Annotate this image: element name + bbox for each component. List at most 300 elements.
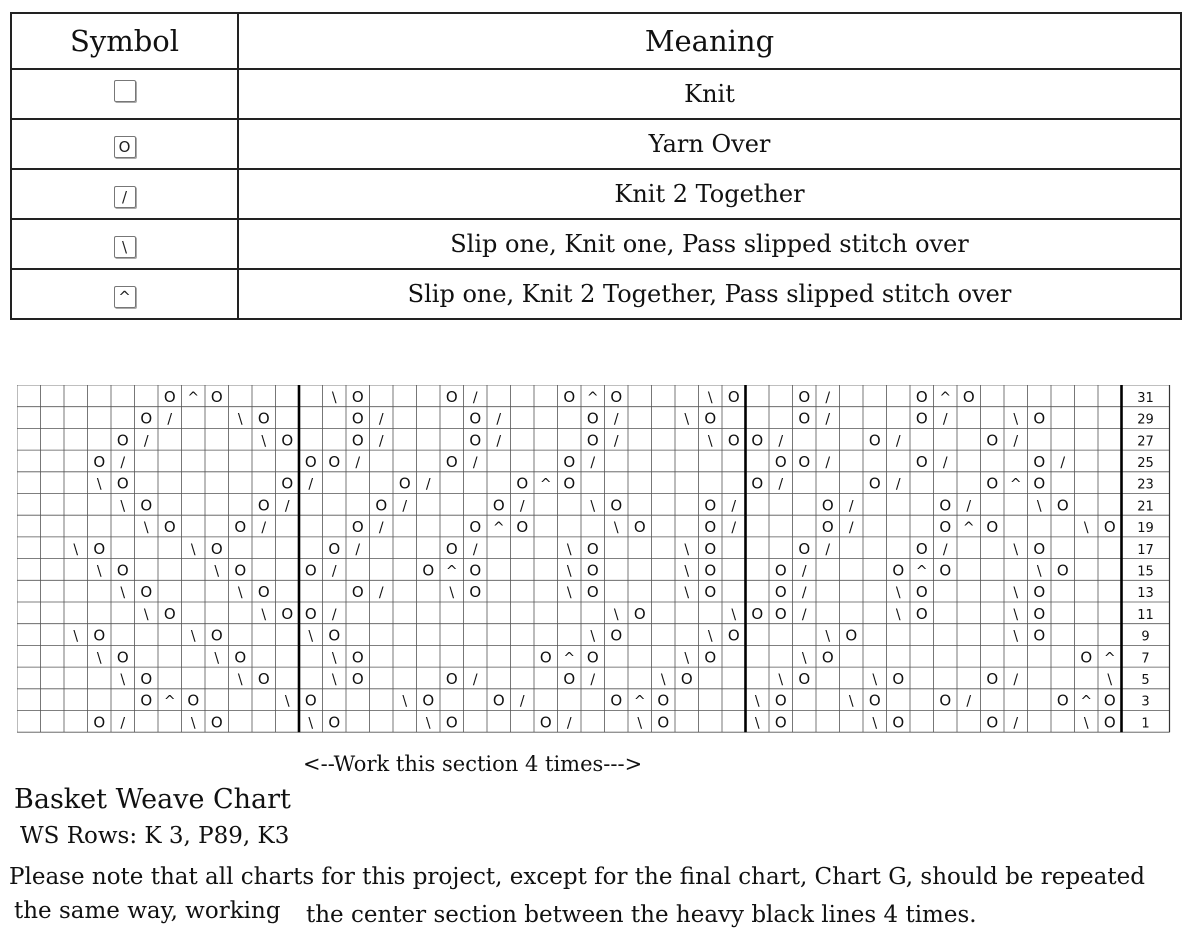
- k2tog-stitch: /: [942, 541, 948, 558]
- skp-stitch: \: [1036, 498, 1042, 515]
- yarn-over-stitch: O: [586, 431, 599, 450]
- skp-stitch: \: [707, 389, 713, 406]
- yarn-over-stitch: O: [1080, 648, 1093, 667]
- k2tog-stitch: /: [825, 411, 831, 428]
- k2tog-stitch: /: [825, 454, 831, 471]
- yarn-over-stitch: O: [140, 669, 153, 688]
- skp-stitch: \: [754, 693, 760, 710]
- yarn-over-stitch: O: [539, 713, 552, 732]
- yarn-over-stitch: O: [704, 518, 717, 537]
- yarn-over-stitch: O: [986, 474, 999, 493]
- yarn-over-stitch: O: [563, 474, 576, 493]
- skp-stitch: \: [331, 389, 337, 406]
- row-number-label: 27: [1137, 434, 1154, 450]
- yarn-over-stitch: O: [140, 691, 153, 710]
- sk2p-stitch: ^: [633, 693, 646, 710]
- skp-stitch: \: [613, 520, 619, 537]
- k2tog-stitch: /: [331, 563, 337, 580]
- yarn-over-stitch: O: [1033, 583, 1046, 602]
- yarn-over-stitch: O: [962, 387, 975, 406]
- skp-stitch: \: [1013, 585, 1019, 602]
- sk2p-stitch: ^: [492, 520, 505, 537]
- skp-stitch: \: [684, 585, 690, 602]
- k2tog-stitch: /: [472, 389, 478, 406]
- k2tog-stitch: /: [966, 498, 972, 515]
- yarn-over-stitch: O: [210, 626, 223, 645]
- yarn-over-stitch: O: [586, 583, 599, 602]
- k2tog-stitch: /: [613, 411, 619, 428]
- skp-stitch: \: [449, 585, 455, 602]
- yarn-over-stitch: O: [445, 713, 458, 732]
- sk2p-stitch: ^: [915, 563, 928, 580]
- yarn-over-stitch: O: [516, 518, 529, 537]
- yarn-over-stitch: O: [1033, 604, 1046, 623]
- k2tog-stitch: /: [120, 715, 126, 732]
- skp-stitch: \: [190, 628, 196, 645]
- yarn-over-stitch: O: [586, 561, 599, 580]
- k2tog-stitch: /: [778, 476, 784, 493]
- sk2p-stitch: ^: [939, 389, 952, 406]
- yarn-over-stitch: O: [1056, 691, 1069, 710]
- skp-stitch: \: [566, 563, 572, 580]
- sk2p-stitch: ^: [187, 389, 200, 406]
- skp-stitch: \: [1083, 520, 1089, 537]
- yarn-over-stitch: O: [727, 387, 740, 406]
- yarn-over-stitch: O: [774, 691, 787, 710]
- legend-header-symbol: Symbol: [11, 13, 238, 69]
- legend-symbol-cell: [11, 219, 238, 269]
- legend-header-meaning: Meaning: [238, 13, 1181, 69]
- yarn-over-stitch: O: [1033, 539, 1046, 558]
- sk2p-stitch: ^: [163, 693, 176, 710]
- skp-stitch: \: [731, 606, 737, 623]
- yarn-over-stitch: O: [798, 409, 811, 428]
- skp-stitch: \: [237, 585, 243, 602]
- k2tog-stitch: /: [1013, 715, 1019, 732]
- row-number-label: 1: [1141, 716, 1150, 732]
- skp-stitch: \: [895, 585, 901, 602]
- row-number-label: 25: [1137, 455, 1154, 471]
- yarn-over-stitch: O: [328, 452, 341, 471]
- yarn-over-stitch: O: [915, 409, 928, 428]
- k2tog-stitch: /: [801, 585, 807, 602]
- yarn-over-stitch: O: [845, 626, 858, 645]
- skp-stitch: \: [261, 433, 267, 450]
- k2tog-stitch: /: [825, 541, 831, 558]
- yarn-over-stitch: O: [892, 561, 905, 580]
- k2tog-stitch: /: [378, 520, 384, 537]
- yarn-over-stitch: O: [210, 539, 223, 558]
- yarn-over-stitch: O: [163, 604, 176, 623]
- skp-stitch: \: [237, 411, 243, 428]
- yarn-over-stitch: O: [704, 583, 717, 602]
- row-number-label: 9: [1141, 629, 1150, 645]
- skp-stitch: \: [261, 606, 267, 623]
- yarn-over-stitch: O: [469, 409, 482, 428]
- skp-stitch: \: [566, 585, 572, 602]
- skp-stitch: \: [684, 411, 690, 428]
- skp-stitch: \: [402, 693, 408, 710]
- k2tog-stitch: /: [848, 520, 854, 537]
- yarn-over-stitch: O: [1103, 713, 1116, 732]
- skp-stitch: \: [1083, 715, 1089, 732]
- yarn-over-stitch: O: [563, 387, 576, 406]
- yarn-over-stitch: O: [610, 496, 623, 515]
- repeat-note-line-2a: the same way, working: [14, 898, 281, 924]
- yarn-over-stitch: O: [798, 539, 811, 558]
- yarn-over-stitch: O: [915, 452, 928, 471]
- skp-stitch: \: [707, 433, 713, 450]
- legend-row-yarn-over: [11, 119, 1181, 169]
- skp-stitch: \: [1036, 563, 1042, 580]
- yarn-over-stitch: O: [281, 604, 294, 623]
- yarn-over-stitch: O: [93, 713, 106, 732]
- yarn-over-stitch: O: [1033, 474, 1046, 493]
- skp-stitch: \: [308, 628, 314, 645]
- k2tog-stitch: /: [613, 433, 619, 450]
- k2tog-stitch: /: [519, 498, 525, 515]
- yarn-over-stitch: O: [351, 387, 364, 406]
- k2tog-stitch: /: [425, 476, 431, 493]
- skp-stitch: \: [237, 671, 243, 688]
- yarn-over-stitch: O: [234, 518, 247, 537]
- yarn-over-stitch: O: [1033, 409, 1046, 428]
- yarn-over-stitch: O: [657, 713, 670, 732]
- yarn-over-stitch: O: [986, 431, 999, 450]
- yarn-over-stitch: O: [751, 431, 764, 450]
- skp-stitch: \: [331, 650, 337, 667]
- k2tog-stitch: /: [731, 520, 737, 537]
- k2tog-stitch: /: [825, 389, 831, 406]
- row-number-label: 29: [1137, 412, 1154, 428]
- sk2p-stitch: ^: [445, 563, 458, 580]
- sk2p-stitch: ^: [1103, 650, 1116, 667]
- yarn-over-stitch: O: [210, 387, 223, 406]
- k2tog-stitch: /: [778, 433, 784, 450]
- legend-meaning-cell: Knit 2 Together: [238, 169, 1181, 219]
- k2tog-stitch: /: [848, 498, 854, 515]
- skp-stitch: \: [96, 476, 102, 493]
- k2tog-stitch: /: [331, 606, 337, 623]
- yarn-over-stitch: O: [116, 648, 129, 667]
- yarn-over-stitch: O: [445, 539, 458, 558]
- skp-stitch: \: [637, 715, 643, 732]
- yarn-over-stitch: O: [563, 669, 576, 688]
- yarn-over-stitch: O: [469, 518, 482, 537]
- k2tog-stitch: /: [261, 520, 267, 537]
- yarn-over-stitch: O: [986, 713, 999, 732]
- skp-stitch: \: [190, 715, 196, 732]
- yarn-over-stitch: O: [445, 669, 458, 688]
- yarn-over-stitch: O: [140, 496, 153, 515]
- ws-rows-instruction: WS Rows: K 3, P89, K3: [20, 823, 290, 849]
- row-number-label: 19: [1137, 521, 1154, 537]
- row-number-label: 21: [1137, 499, 1154, 515]
- yarn-over-stitch: O: [751, 474, 764, 493]
- skp-stitch: \: [590, 498, 596, 515]
- k2tog-stitch: /: [1060, 454, 1066, 471]
- k2tog-stitch: /: [566, 715, 572, 732]
- sk2p-symbol-icon: ^: [114, 286, 136, 308]
- yarn-over-stitch: O: [915, 539, 928, 558]
- yarn-over-stitch: O: [1033, 626, 1046, 645]
- yarn-over-stitch: O: [821, 496, 834, 515]
- yarn-over-stitch: O: [257, 409, 270, 428]
- skp-stitch: \: [120, 671, 126, 688]
- skp-stitch: \: [848, 693, 854, 710]
- k2tog-stitch: /: [496, 433, 502, 450]
- yarn-over-stitch: O: [445, 387, 458, 406]
- yarn-over-stitch: O: [939, 496, 952, 515]
- repeat-section-note: <--Work this section 4 times--->: [303, 752, 643, 776]
- k2tog-stitch: /: [496, 411, 502, 428]
- sk2p-stitch: ^: [962, 520, 975, 537]
- symbol-legend-table: [10, 12, 1182, 320]
- yarn-over-stitch: O: [516, 474, 529, 493]
- skp-stitch: \: [1013, 606, 1019, 623]
- skp-stitch: \: [190, 541, 196, 558]
- skp-stitch: \: [1107, 671, 1113, 688]
- row-number-label: 15: [1137, 564, 1154, 580]
- yarn-over-stitch: O: [868, 474, 881, 493]
- yarn-over-stitch: O: [774, 561, 787, 580]
- sk2p-stitch: ^: [1009, 476, 1022, 493]
- yarn-over-stitch: O: [93, 452, 106, 471]
- k2tog-stitch: /: [167, 411, 173, 428]
- legend-meaning-cell: Slip one, Knit one, Pass slipped stitch over: [238, 219, 1181, 269]
- chart-title: Basket Weave Chart: [14, 784, 291, 815]
- yarn-over-stitch: O: [328, 626, 341, 645]
- yarn-over-stitch: O: [328, 713, 341, 732]
- yarn-over-stitch: O: [539, 648, 552, 667]
- yarn-over-symbol-icon: O: [114, 136, 136, 158]
- k2tog-stitch: /: [378, 585, 384, 602]
- yarn-over-stitch: O: [586, 409, 599, 428]
- skp-stitch: \: [120, 498, 126, 515]
- yarn-over-stitch: O: [304, 691, 317, 710]
- k2tog-stitch: /: [472, 454, 478, 471]
- skp-stitch: \: [613, 606, 619, 623]
- skp-stitch: \: [143, 520, 149, 537]
- yarn-over-stitch: O: [140, 583, 153, 602]
- yarn-over-stitch: O: [1033, 452, 1046, 471]
- yarn-over-stitch: O: [892, 713, 905, 732]
- skp-stitch: \: [96, 563, 102, 580]
- skp-stitch: \: [214, 563, 220, 580]
- skp-stitch: \: [284, 693, 290, 710]
- yarn-over-stitch: O: [116, 474, 129, 493]
- yarn-over-stitch: O: [563, 452, 576, 471]
- skp-stitch: \: [331, 671, 337, 688]
- skp-stitch: \: [754, 715, 760, 732]
- k2tog-stitch: /: [895, 433, 901, 450]
- k2tog-stitch: /: [801, 606, 807, 623]
- k2tog-stitch: /: [731, 498, 737, 515]
- skp-stitch: \: [308, 715, 314, 732]
- skp-stitch: \: [214, 650, 220, 667]
- skp-stitch: \: [684, 650, 690, 667]
- k2tog-stitch: /: [590, 454, 596, 471]
- yarn-over-stitch: O: [281, 474, 294, 493]
- yarn-over-stitch: O: [798, 452, 811, 471]
- yarn-over-stitch: O: [610, 387, 623, 406]
- yarn-over-stitch: O: [304, 604, 317, 623]
- legend-header-row: [11, 13, 1181, 69]
- yarn-over-stitch: O: [445, 452, 458, 471]
- yarn-over-stitch: O: [868, 691, 881, 710]
- yarn-over-stitch: O: [304, 561, 317, 580]
- yarn-over-stitch: O: [1103, 518, 1116, 537]
- skp-symbol-icon: \: [114, 236, 136, 258]
- k2tog-stitch: /: [355, 454, 361, 471]
- yarn-over-stitch: O: [939, 561, 952, 580]
- k2tog-stitch: /: [966, 693, 972, 710]
- yarn-over-stitch: O: [187, 691, 200, 710]
- k2tog-stitch: /: [942, 454, 948, 471]
- stitch-chart-grid: [17, 385, 1179, 735]
- skp-stitch: \: [590, 628, 596, 645]
- yarn-over-stitch: O: [986, 518, 999, 537]
- k2tog-stitch: /: [472, 541, 478, 558]
- yarn-over-stitch: O: [163, 518, 176, 537]
- k2tog-stitch: /: [1013, 671, 1019, 688]
- yarn-over-stitch: O: [774, 583, 787, 602]
- k2tog-stitch: /: [284, 498, 290, 515]
- yarn-over-stitch: O: [351, 583, 364, 602]
- skp-stitch: \: [73, 628, 79, 645]
- yarn-over-stitch: O: [586, 648, 599, 667]
- k2tog-stitch: /: [942, 411, 948, 428]
- yarn-over-stitch: O: [774, 604, 787, 623]
- skp-stitch: \: [895, 606, 901, 623]
- skp-stitch: \: [872, 715, 878, 732]
- yarn-over-stitch: O: [1056, 561, 1069, 580]
- yarn-over-stitch: O: [422, 561, 435, 580]
- knitting-chart: [17, 385, 1179, 735]
- yarn-over-stitch: O: [1056, 496, 1069, 515]
- row-number-label: 17: [1137, 542, 1154, 558]
- yarn-over-stitch: O: [257, 583, 270, 602]
- yarn-over-stitch: O: [633, 518, 646, 537]
- yarn-over-stitch: O: [774, 452, 787, 471]
- sk2p-stitch: ^: [586, 389, 599, 406]
- yarn-over-stitch: O: [633, 604, 646, 623]
- k2tog-stitch: /: [143, 433, 149, 450]
- yarn-over-stitch: O: [892, 669, 905, 688]
- k2tog-stitch: /: [1013, 433, 1019, 450]
- yarn-over-stitch: O: [234, 561, 247, 580]
- k2tog-stitch: /: [402, 498, 408, 515]
- yarn-over-stitch: O: [868, 431, 881, 450]
- legend-row-sk2p: [11, 269, 1181, 319]
- skp-stitch: \: [1013, 628, 1019, 645]
- yarn-over-stitch: O: [351, 409, 364, 428]
- yarn-over-stitch: O: [469, 561, 482, 580]
- skp-stitch: \: [96, 650, 102, 667]
- yarn-over-stitch: O: [163, 387, 176, 406]
- k2tog-stitch: /: [895, 476, 901, 493]
- yarn-over-stitch: O: [727, 431, 740, 450]
- yarn-over-stitch: O: [915, 387, 928, 406]
- yarn-over-stitch: O: [469, 431, 482, 450]
- skp-stitch: \: [1013, 541, 1019, 558]
- skp-stitch: \: [801, 650, 807, 667]
- yarn-over-stitch: O: [774, 713, 787, 732]
- yarn-over-stitch: O: [704, 409, 717, 428]
- skp-stitch: \: [660, 671, 666, 688]
- k2tog-stitch: /: [519, 693, 525, 710]
- skp-stitch: \: [684, 563, 690, 580]
- k2tog-stitch: /: [378, 411, 384, 428]
- skp-stitch: \: [778, 671, 784, 688]
- legend-symbol-cell: [11, 169, 238, 219]
- k2tog-stitch: /: [308, 476, 314, 493]
- skp-stitch: \: [1013, 411, 1019, 428]
- row-number-label: 3: [1141, 694, 1150, 710]
- yarn-over-stitch: O: [398, 474, 411, 493]
- row-number-label: 7: [1141, 651, 1150, 667]
- yarn-over-stitch: O: [351, 669, 364, 688]
- yarn-over-stitch: O: [821, 518, 834, 537]
- row-number-label: 13: [1137, 586, 1154, 602]
- legend-symbol-cell: [11, 269, 238, 319]
- yarn-over-stitch: O: [704, 648, 717, 667]
- skp-stitch: \: [825, 628, 831, 645]
- yarn-over-stitch: O: [610, 626, 623, 645]
- yarn-over-stitch: O: [328, 539, 341, 558]
- yarn-over-stitch: O: [93, 626, 106, 645]
- yarn-over-stitch: O: [375, 496, 388, 515]
- yarn-over-stitch: O: [351, 518, 364, 537]
- k2tog-symbol-icon: /: [114, 186, 136, 208]
- legend-meaning-cell: Slip one, Knit 2 Together, Pass slipped stitch over: [238, 269, 1181, 319]
- yarn-over-stitch: O: [93, 539, 106, 558]
- k2tog-stitch: /: [590, 671, 596, 688]
- sk2p-stitch: ^: [1080, 693, 1093, 710]
- yarn-over-stitch: O: [939, 691, 952, 710]
- skp-stitch: \: [566, 541, 572, 558]
- yarn-over-stitch: O: [915, 604, 928, 623]
- k2tog-stitch: /: [801, 563, 807, 580]
- skp-stitch: \: [143, 606, 149, 623]
- knit-symbol-icon: [114, 80, 136, 102]
- yarn-over-stitch: O: [351, 648, 364, 667]
- skp-stitch: \: [872, 671, 878, 688]
- yarn-over-stitch: O: [798, 669, 811, 688]
- k2tog-stitch: /: [378, 433, 384, 450]
- repeat-note-line-1: Please note that all charts for this project, except for the final chart, Chart G, should be repeated: [9, 864, 1145, 890]
- yarn-over-stitch: O: [281, 431, 294, 450]
- skp-stitch: \: [707, 628, 713, 645]
- yarn-over-stitch: O: [492, 691, 505, 710]
- yarn-over-stitch: O: [751, 604, 764, 623]
- k2tog-stitch: /: [472, 671, 478, 688]
- yarn-over-stitch: O: [727, 626, 740, 645]
- sk2p-stitch: ^: [563, 650, 576, 667]
- yarn-over-stitch: O: [234, 648, 247, 667]
- yarn-over-stitch: O: [939, 518, 952, 537]
- yarn-over-stitch: O: [610, 691, 623, 710]
- yarn-over-stitch: O: [351, 431, 364, 450]
- yarn-over-stitch: O: [257, 669, 270, 688]
- yarn-over-stitch: O: [492, 496, 505, 515]
- row-number-label: 11: [1137, 607, 1154, 623]
- yarn-over-stitch: O: [210, 713, 223, 732]
- yarn-over-stitch: O: [704, 539, 717, 558]
- row-number-label: 31: [1137, 390, 1154, 406]
- k2tog-stitch: /: [120, 454, 126, 471]
- yarn-over-stitch: O: [422, 691, 435, 710]
